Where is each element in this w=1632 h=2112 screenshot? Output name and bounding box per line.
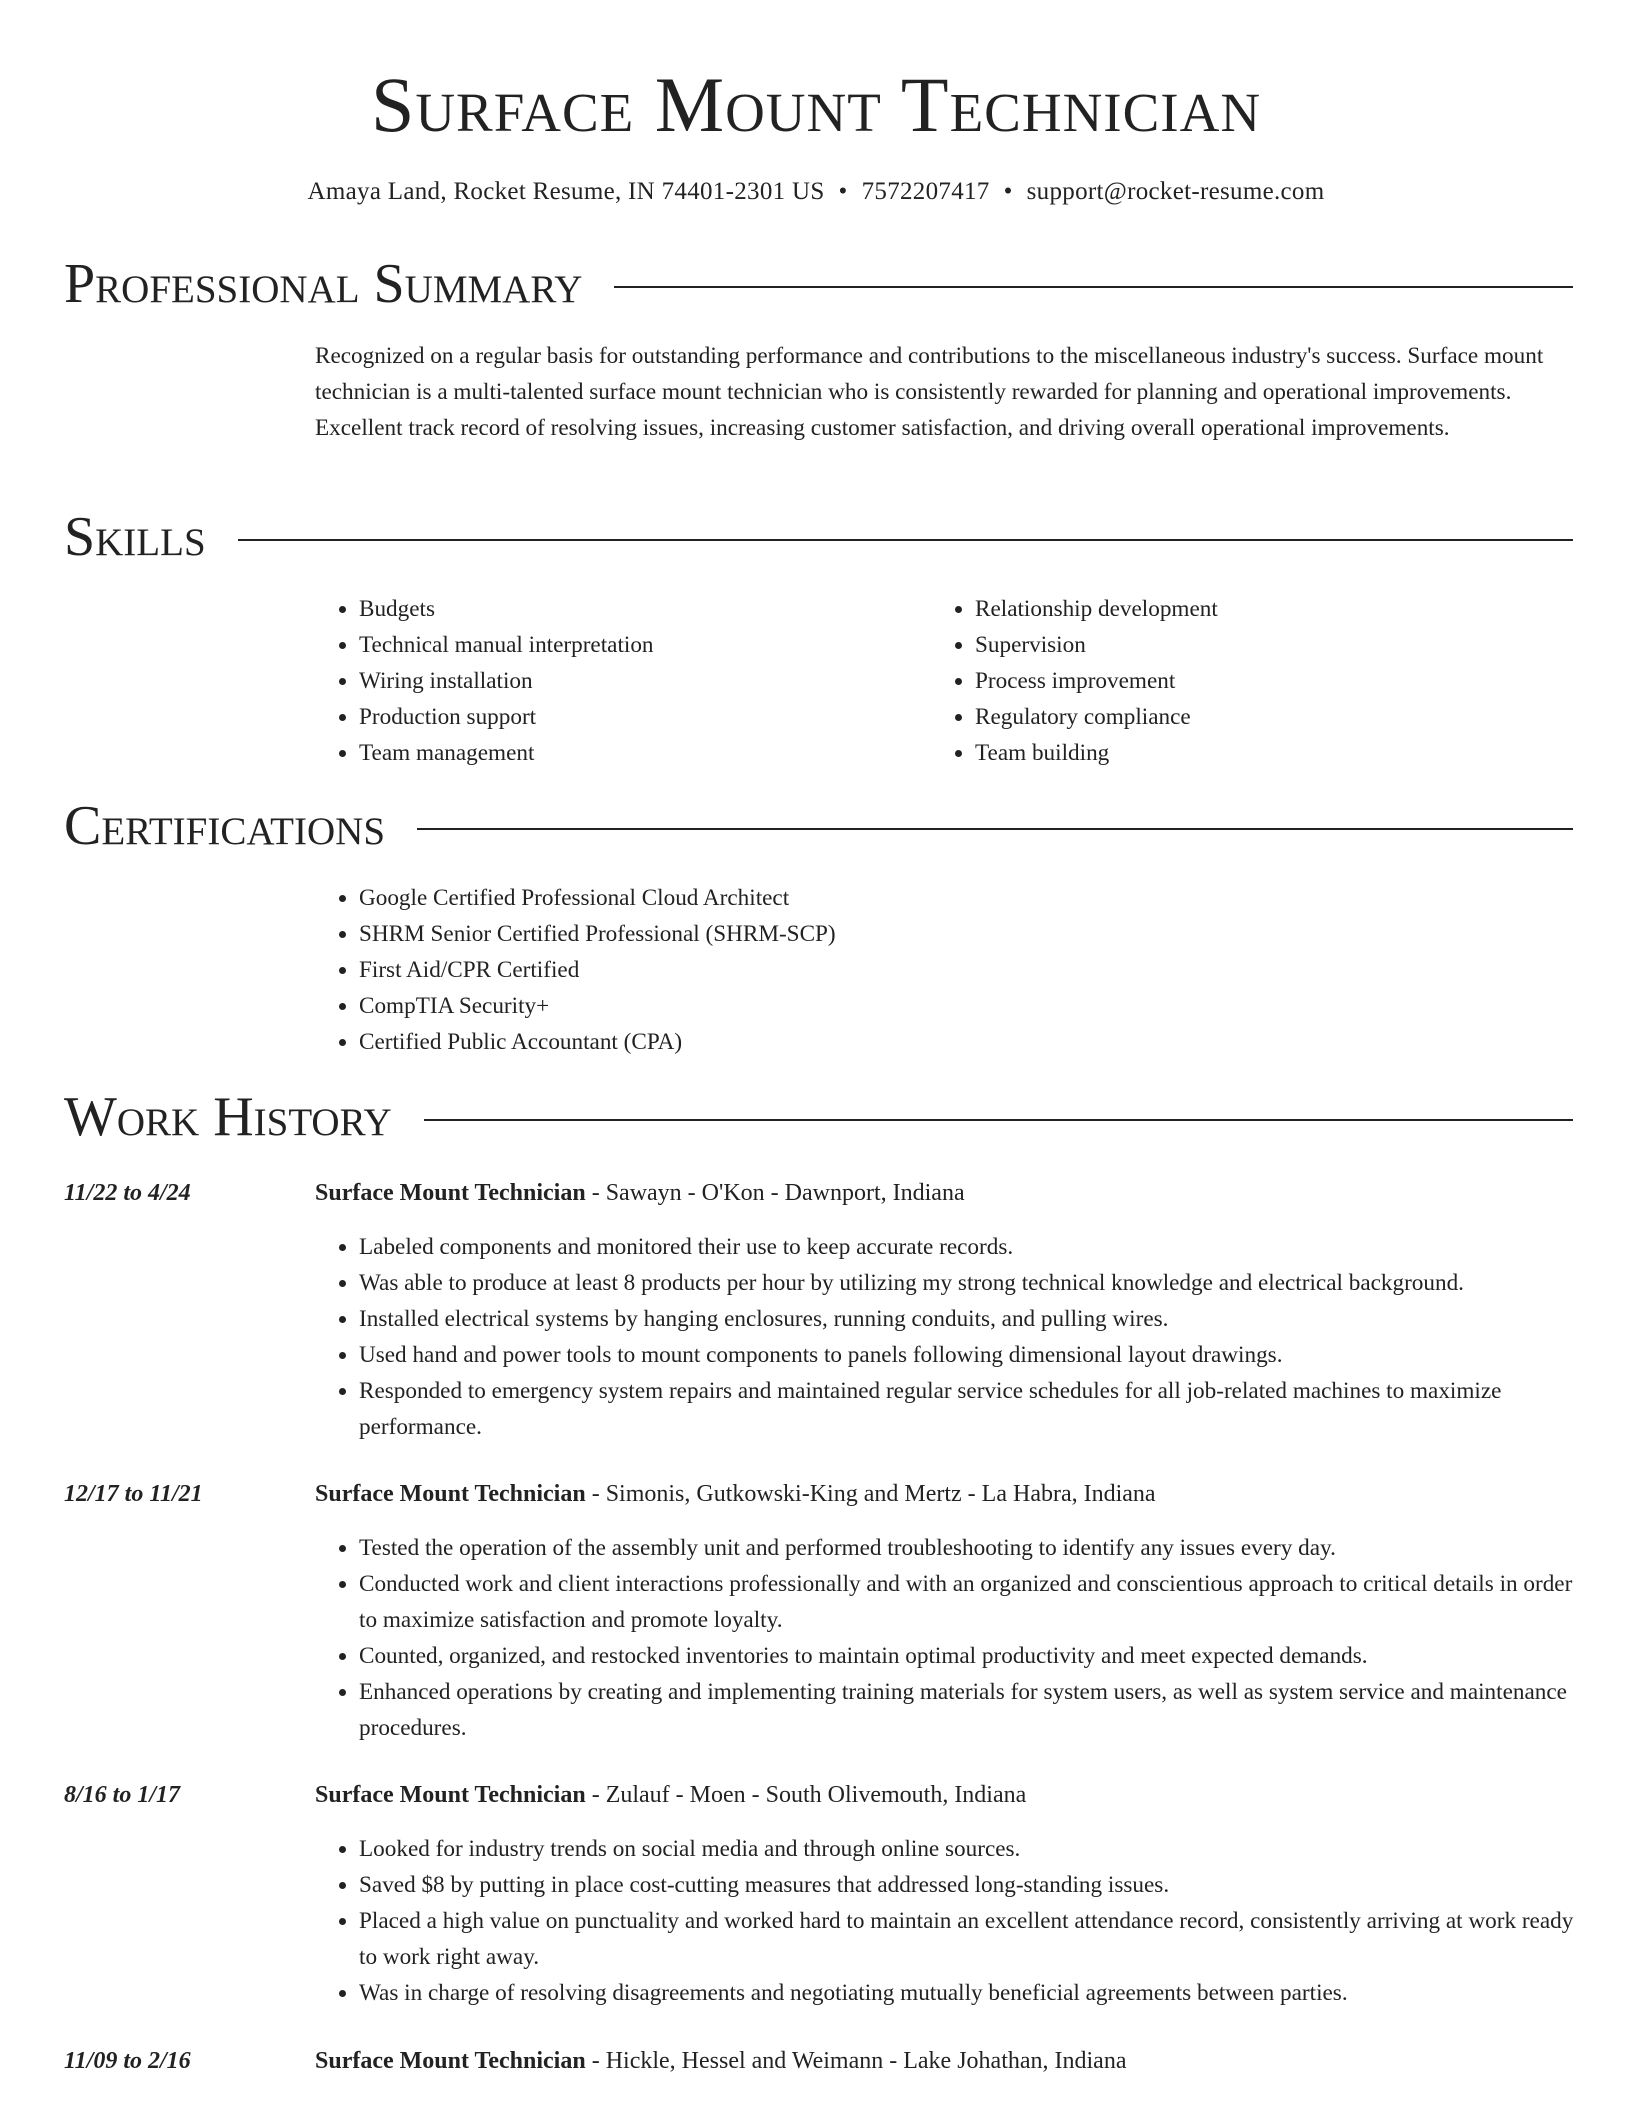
certification-item: • Google Certified Professional Cloud Architect bbox=[359, 880, 1315, 916]
job-bullet: • Was able to produce at least 8 products per hour by utilizing my strong technical knowledge and electrical background. bbox=[359, 1265, 1580, 1301]
certification-item: • Certified Public Accountant (CPA) bbox=[359, 1024, 1315, 1060]
resume-title: Surface Mount Technician bbox=[370, 61, 1262, 148]
skill-item: • Team building bbox=[975, 735, 1531, 771]
certification-item: • CompTIA Security+ bbox=[359, 988, 1315, 1024]
contact-line bbox=[0, 175, 1632, 209]
job-details: - Sawayn - O'Kon - Dawnport, Indiana bbox=[585, 1180, 965, 1206]
skill-item: • Team management bbox=[359, 735, 915, 771]
job-bullet: • Labeled components and monitored their use to keep accurate records. bbox=[359, 1229, 1580, 1265]
certification-item: • SHRM Senior Certified Professional (SHRM-SCP) bbox=[359, 916, 1315, 952]
skill-item: • Supervision bbox=[975, 627, 1531, 663]
job-bullet: • Conducted work and client interactions professionally and with an organized and conscientious approach to critical details in order to maximize satisfaction and promote loyalty. bbox=[359, 1566, 1580, 1638]
job-bullet: • Used hand and power tools to mount components to panels following dimensional layout drawings. bbox=[359, 1337, 1580, 1373]
contact-separator: • bbox=[1003, 178, 1013, 205]
job-bullet: • Counted, organized, and restocked inventories to maintain optimal productivity and meet expected demands. bbox=[359, 1638, 1580, 1674]
job-bullets bbox=[315, 1831, 1580, 2011]
job-dates: 8/16 to 1/17 bbox=[64, 1782, 181, 1808]
section-header-certifications bbox=[64, 794, 1573, 858]
section-title-certifications: Certifications bbox=[64, 795, 386, 857]
skill-item: • Relationship development bbox=[975, 591, 1531, 627]
skill-item: • Wiring installation bbox=[359, 663, 915, 699]
skill-item: • Process improvement bbox=[975, 663, 1531, 699]
job-dates: 11/09 to 2/16 bbox=[64, 2048, 191, 2074]
job-title: Surface Mount Technician bbox=[315, 1782, 586, 1808]
job-bullet: • Looked for industry trends on social media and through online sources. bbox=[359, 1831, 1580, 1867]
job-bullet: • Installed electrical systems by hanging enclosures, running conduits, and pulling wires. bbox=[359, 1301, 1580, 1337]
section-title-skills: Skills bbox=[64, 506, 206, 568]
section-divider bbox=[614, 286, 1573, 288]
certifications-list bbox=[315, 880, 1315, 1060]
job-bullet: • Responded to emergency system repairs and maintained regular service schedules for all job-related machines to maximize performance. bbox=[359, 1373, 1580, 1445]
summary-text: Recognized on a regular basis for outstanding performance and contributions to the miscellaneous industry's success. Surface mount technician is a multi-talented surface mount technician who is consistently rewarded for planning and operational improvements. Excellent track record of resolving issues, increasing customer satisfaction, and driving overall operational improvements. bbox=[315, 343, 1544, 441]
skill-item: • Budgets bbox=[359, 591, 915, 627]
contact-separator: • bbox=[838, 178, 848, 205]
skill-item: • Production support bbox=[359, 699, 915, 735]
contact-address: Amaya Land, Rocket Resume, IN 74401-2301 US bbox=[307, 178, 825, 205]
job-dates: 12/17 to 11/21 bbox=[64, 1481, 203, 1507]
job-header bbox=[315, 2043, 1575, 2079]
job-details: - Zulauf - Moen - South Olivemouth, Indiana bbox=[585, 1782, 1027, 1808]
job-bullet: • Placed a high value on punctuality and worked hard to maintain an excellent attendance record, consistently arriving at work ready to work right away. bbox=[359, 1903, 1580, 1975]
job-header bbox=[315, 1175, 1575, 1211]
job-bullets bbox=[315, 1530, 1580, 1746]
section-header-summary bbox=[64, 252, 1573, 316]
job-title: Surface Mount Technician bbox=[315, 1481, 586, 1507]
skill-item: • Technical manual interpretation bbox=[359, 627, 915, 663]
contact-email: support@rocket-resume.com bbox=[1026, 178, 1325, 205]
certification-item: • First Aid/CPR Certified bbox=[359, 952, 1315, 988]
job-bullet: • Saved $8 by putting in place cost-cutting measures that addressed long-standing issues. bbox=[359, 1867, 1580, 1903]
job-bullet: • Enhanced operations by creating and implementing training materials for system users, as well as system service and maintenance procedures. bbox=[359, 1674, 1580, 1746]
skills-column-left bbox=[315, 591, 915, 771]
job-details: - Simonis, Gutkowski-King and Mertz - La Habra, Indiana bbox=[585, 1481, 1156, 1507]
section-divider bbox=[417, 828, 1573, 830]
section-divider bbox=[424, 1119, 1573, 1121]
job-header bbox=[315, 1777, 1575, 1813]
job-details: - Hickle, Hessel and Weimann - Lake Johathan, Indiana bbox=[585, 2048, 1127, 2074]
job-dates: 11/22 to 4/24 bbox=[64, 1180, 191, 1206]
section-header-skills bbox=[64, 505, 1573, 569]
skill-item: • Regulatory compliance bbox=[975, 699, 1531, 735]
skills-column-right bbox=[931, 591, 1531, 771]
job-title: Surface Mount Technician bbox=[315, 2048, 586, 2074]
job-bullet: • Tested the operation of the assembly unit and performed troubleshooting to identify any issues every day. bbox=[359, 1530, 1580, 1566]
job-title: Surface Mount Technician bbox=[315, 1180, 586, 1206]
job-bullet: • Was in charge of resolving disagreements and negotiating mutually beneficial agreements between parties. bbox=[359, 1975, 1580, 2011]
section-title-work-history: Work History bbox=[64, 1086, 392, 1148]
section-title-summary: Professional Summary bbox=[64, 253, 583, 315]
section-header-work-history bbox=[64, 1085, 1573, 1149]
job-header bbox=[315, 1476, 1575, 1512]
job-bullets bbox=[315, 1229, 1580, 1445]
contact-phone: 7572207417 bbox=[861, 178, 990, 205]
section-divider bbox=[238, 539, 1573, 541]
